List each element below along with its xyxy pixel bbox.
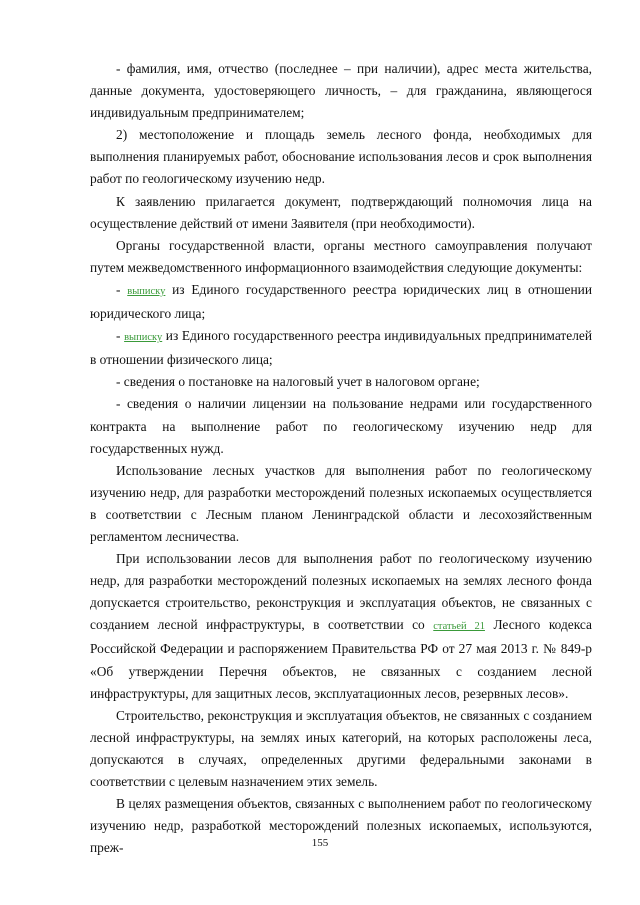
- paragraph-authority-document: К заявлению прилагается документ, подтверждающий полномочия лица на осуществление действий от имени Заявителя (при необходимости).: [90, 193, 592, 231]
- text-fragment: из Единого государственного реестра юридических лиц в отношении юридического лица;: [90, 281, 592, 322]
- body-text: [90, 58, 592, 859]
- paragraph-tax-registration: - сведения о постановке на налоговый учет в налоговом органе;: [116, 374, 480, 390]
- paragraph-forest-use: Использование лесных участков для выполнения работ по геологическому изучению недр, для разработки месторождений полезных ископаемых осуществляется в соответствии с Лесным планом Ленинградской области и лесохозяйственным регламентом лесничества.: [90, 462, 592, 544]
- paragraph-applicant-details: - фамилия, имя, отчество (последнее – при наличии), адрес места жительства, данные документа, удостоверяющего личность, – для гражданина, являющегося индивидуальным предпринимателем;: [90, 61, 592, 121]
- paragraph-legal-entity-extract: [90, 279, 592, 325]
- text-fragment: -: [116, 281, 128, 297]
- text-fragment: При использовании лесов для выполнения работ по геологическому изучению недр, для разработки месторождений полезных ископаемых на землях лесного фонда допускается строительство, реконструкция и эксплуатация объектов, не связанных с созданием лесной инфраструктуры, в соответствии со: [90, 551, 592, 633]
- article-21-link[interactable]: статьей 21: [433, 621, 485, 633]
- paragraph-other-lands: Строительство, реконструкция и эксплуатация объектов, не связанных с созданием лесной инфраструктуры, на землях иных категорий, на которых расположены леса, допускаются в случаях, определенных другими федеральными законами в соответствии с целевым назначением этих земель.: [90, 707, 592, 789]
- text-fragment: из Единого государственного реестра индивидуальных предпринимателей в отношении физического лица;: [90, 328, 593, 368]
- paragraph-entrepreneur-extract: [90, 325, 592, 371]
- page-number: 155: [311, 837, 329, 849]
- text-fragment: Лесного кодекса Российской Федерации и распоряжением Правительства РФ от 27 мая 2013 г. № 849-р «Об утверждении Перечня объектов, не связанных с созданием лесной инфраструктуры, для защитных лесов, эксплуатационных лесов, резервных лесов».: [90, 617, 592, 701]
- paragraph-construction: [90, 548, 592, 705]
- text-fragment: -: [116, 328, 125, 344]
- paragraph-interagency: Органы государственной власти, органы местного самоуправления получают путем межведомственного информационного взаимодействия следующие документы:: [90, 237, 592, 275]
- paragraph-license-info: - сведения о наличии лицензии на пользование недрами или государственного контракта на выполнение работ по геологическому изучению недр для государственных нужд.: [90, 396, 592, 456]
- extract-link[interactable]: выписку: [124, 332, 163, 344]
- paragraph-location-area: 2) местоположение и площадь земель лесного фонда, необходимых для выполнения планируемых работ, обоснование использования лесов и срок выполнения работ по геологическому изучению недр.: [90, 127, 592, 187]
- extract-link[interactable]: выписку: [127, 285, 166, 297]
- paragraph-placement: В целях размещения объектов, связанных с выполнением работ по геологическому изучению недр, разработкой месторождений полезных ископаемых, используются, преж-: [90, 796, 592, 856]
